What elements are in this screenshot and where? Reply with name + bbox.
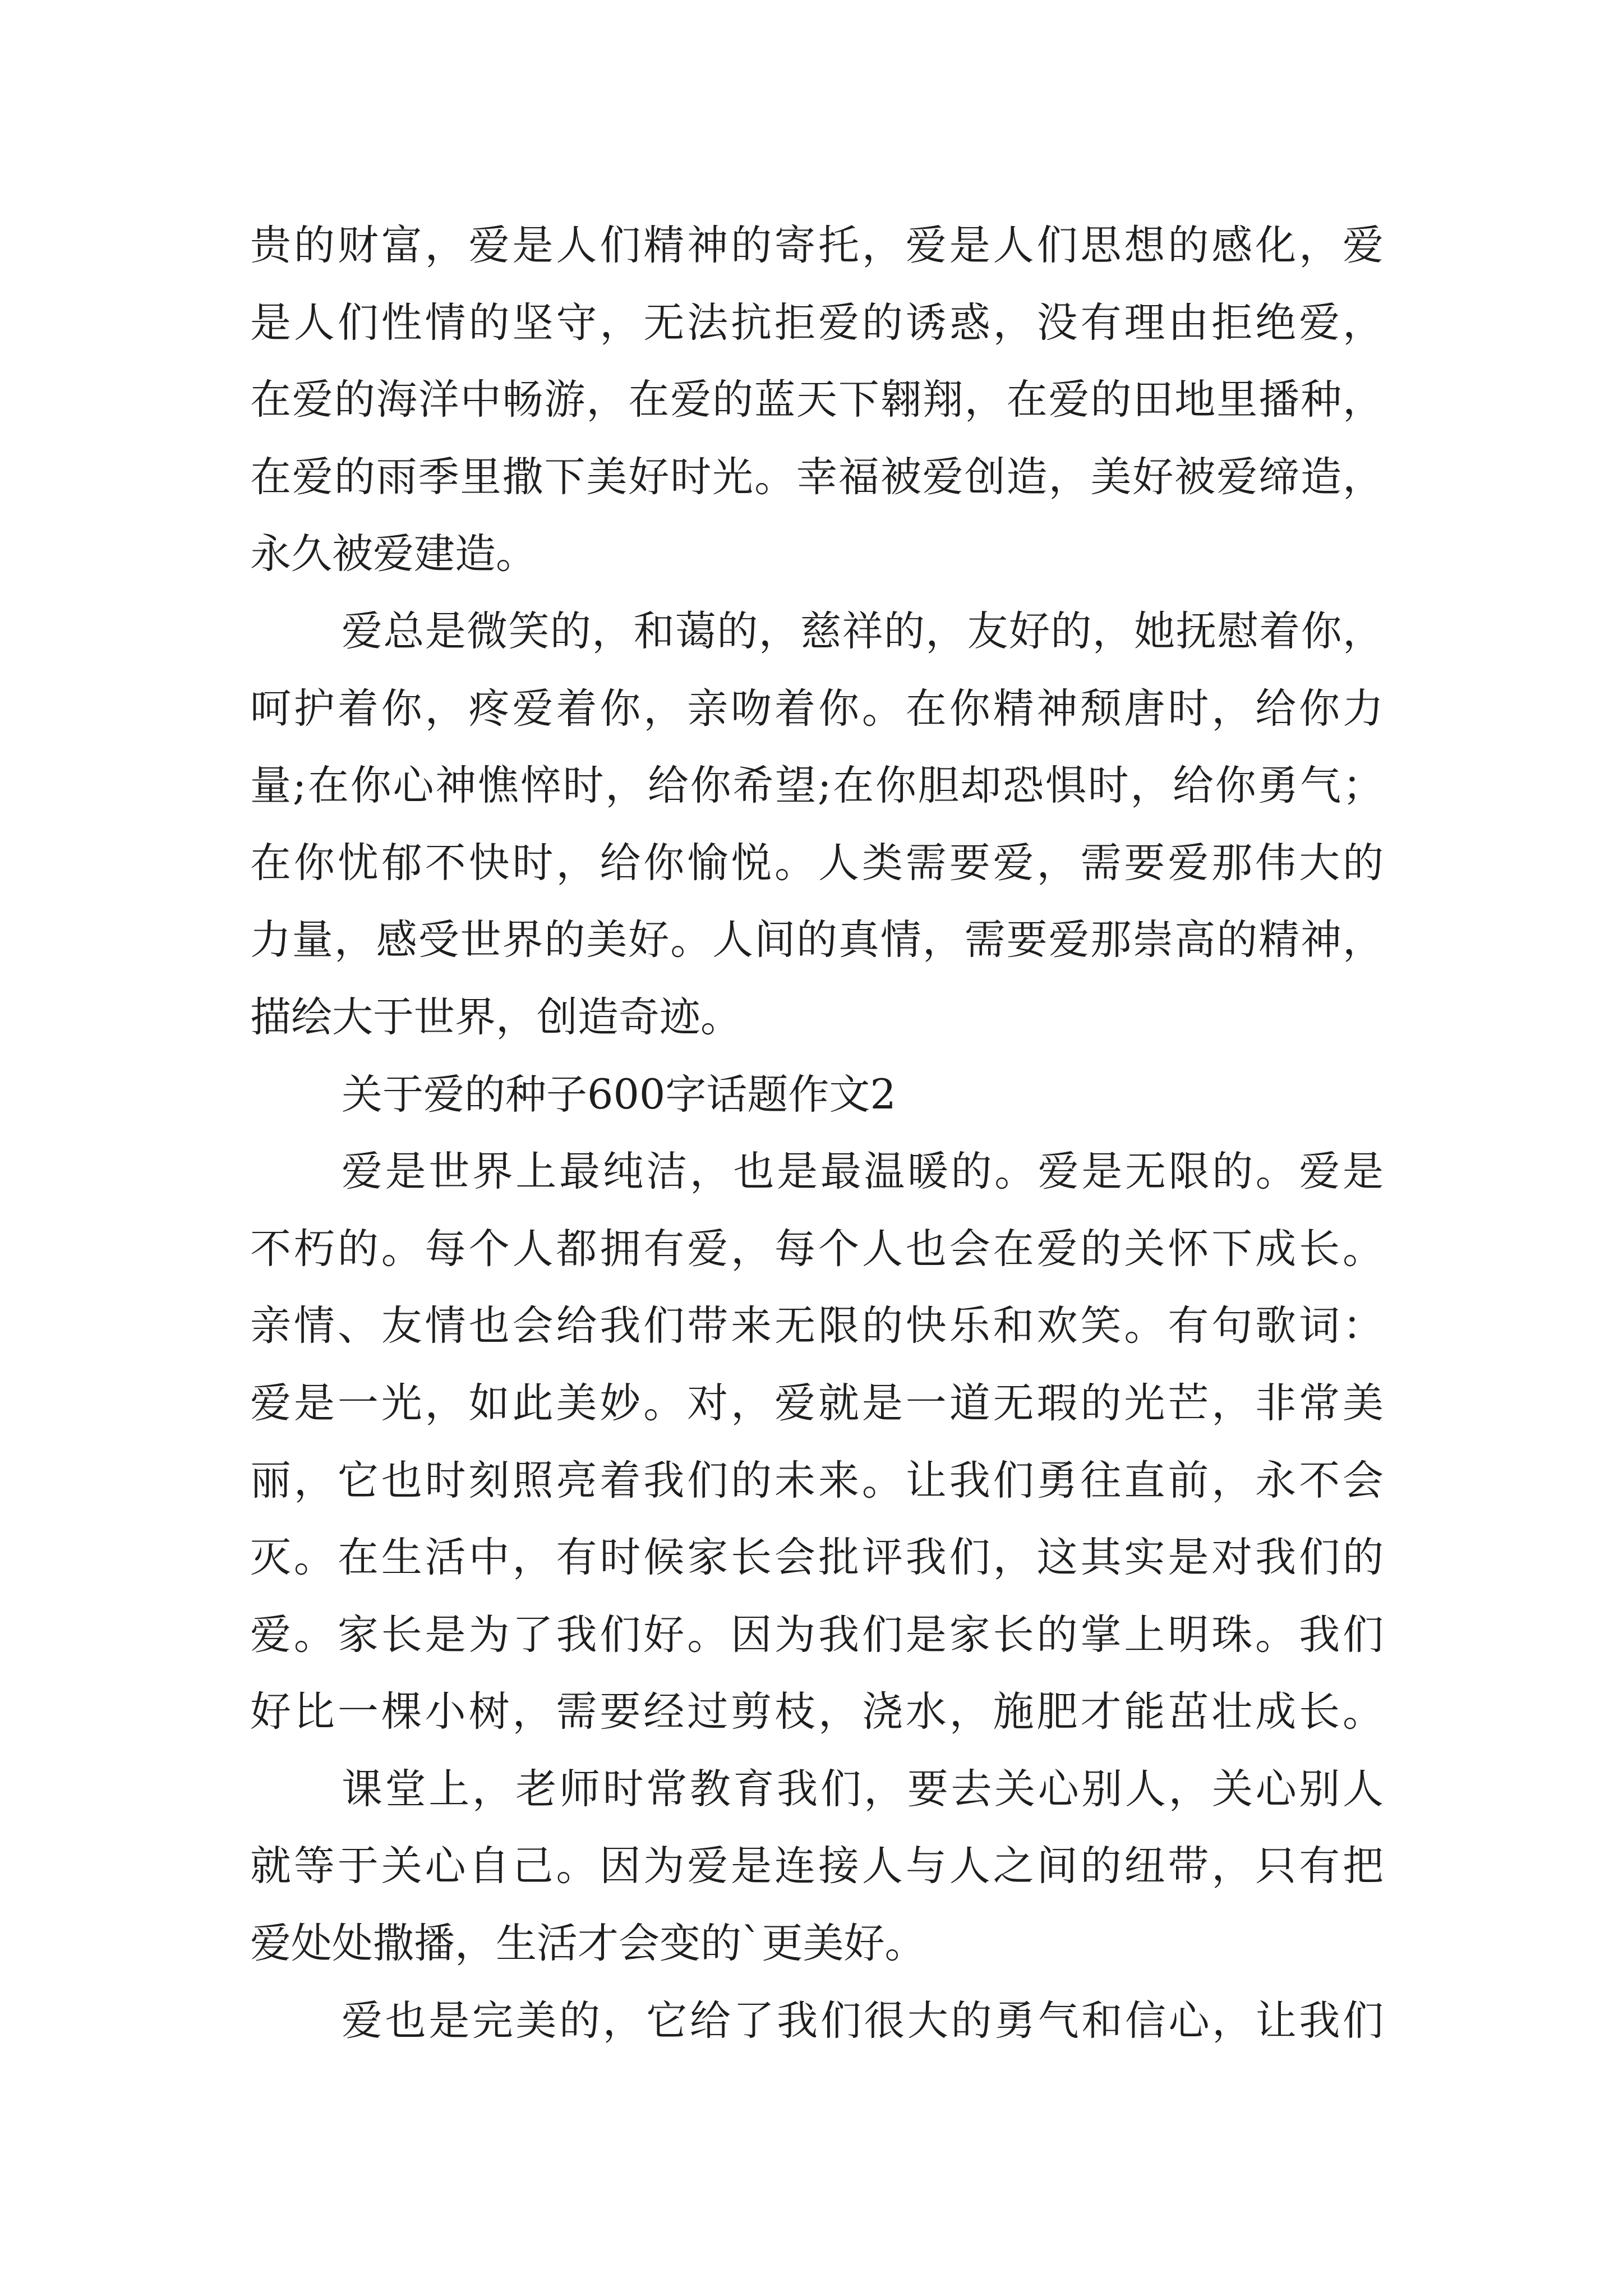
body-line: 就等于关心自己。因为爱是连接人与人之间的纽带，只有把 [250,1842,1384,1890]
body-line: 丽，它也时刻照亮着我们的未来。让我们勇往直前，永不会 [250,1456,1384,1504]
text-column [250,207,1384,2059]
body-line: 课堂上，老师时常教育我们，要去关心别人，关心别人 [342,1765,1384,1813]
body-line: 量;在你心神憔悴时，给你希望;在你胆却恐惧时，给你勇气； [250,762,1384,810]
body-line: 是人们性情的坚守，无法抗拒爱的诱惑，没有理由拒绝爱， [250,298,1384,347]
body-line: 爱是一光，如此美妙。对，爱就是一道无瑕的光芒，非常美 [250,1379,1384,1427]
paragraph [250,593,1384,1056]
body-line: 爱总是微笑的，和蔼的，慈祥的，友好的，她抚慰着你， [342,607,1384,655]
body-line: 爱是世界上最纯洁，也是最温暖的。爱是无限的。爱是 [342,1148,1384,1196]
body-line: 灭。在生活中，有时候家长会批评我们，这其实是对我们的 [250,1534,1384,1582]
body-line: 不朽的。每个人都拥有爱，每个人也会在爱的关怀下成长。 [250,1225,1384,1273]
body-line: 爱也是完美的，它给了我们很大的勇气和信心，让我们 [342,1996,1384,2045]
body-line: 永久被爱建造。 [250,530,537,578]
paragraph [250,207,1384,593]
body-line: 在爱的雨季里撒下美好时光。幸福被爱创造，美好被爱缔造， [250,453,1384,501]
paragraph [250,1133,1384,1751]
paragraph [250,1982,1384,2060]
body-line: 在爱的海洋中畅游，在爱的蓝天下翱翔，在爱的田地里播种， [250,376,1384,424]
paragraph [250,1751,1384,1982]
body-line: 爱。家长是为了我们好。因为我们是家长的掌上明珠。我们 [250,1611,1384,1659]
body-line: 描绘大于世界，创造奇迹。 [250,993,741,1041]
body-line: 贵的财富，爱是人们精神的寄托，爱是人们思想的感化，爱 [250,222,1384,269]
body-line: 爱处处撒播，生活才会变的`更美好。 [250,1920,926,1968]
body-line: 好比一棵小树，需要经过剪枝，浇水，施肥才能茁壮成长。 [250,1688,1384,1736]
body-line: 在你忧郁不快时，给你愉悦。人类需要爱，需要爱那伟大的 [250,839,1384,887]
body-line: 呵护着你，疼爱着你，亲吻着你。在你精神颓唐时，给你力 [250,684,1384,733]
body-line: 亲情、友情也会给我们带来无限的快乐和欢笑。有句歌词： [250,1302,1384,1350]
essay-heading: 关于爱的种子600字话题作文2 [342,1070,896,1119]
body-line: 力量，感受世界的美好。人间的真情，需要爱那崇高的精神， [250,916,1384,964]
